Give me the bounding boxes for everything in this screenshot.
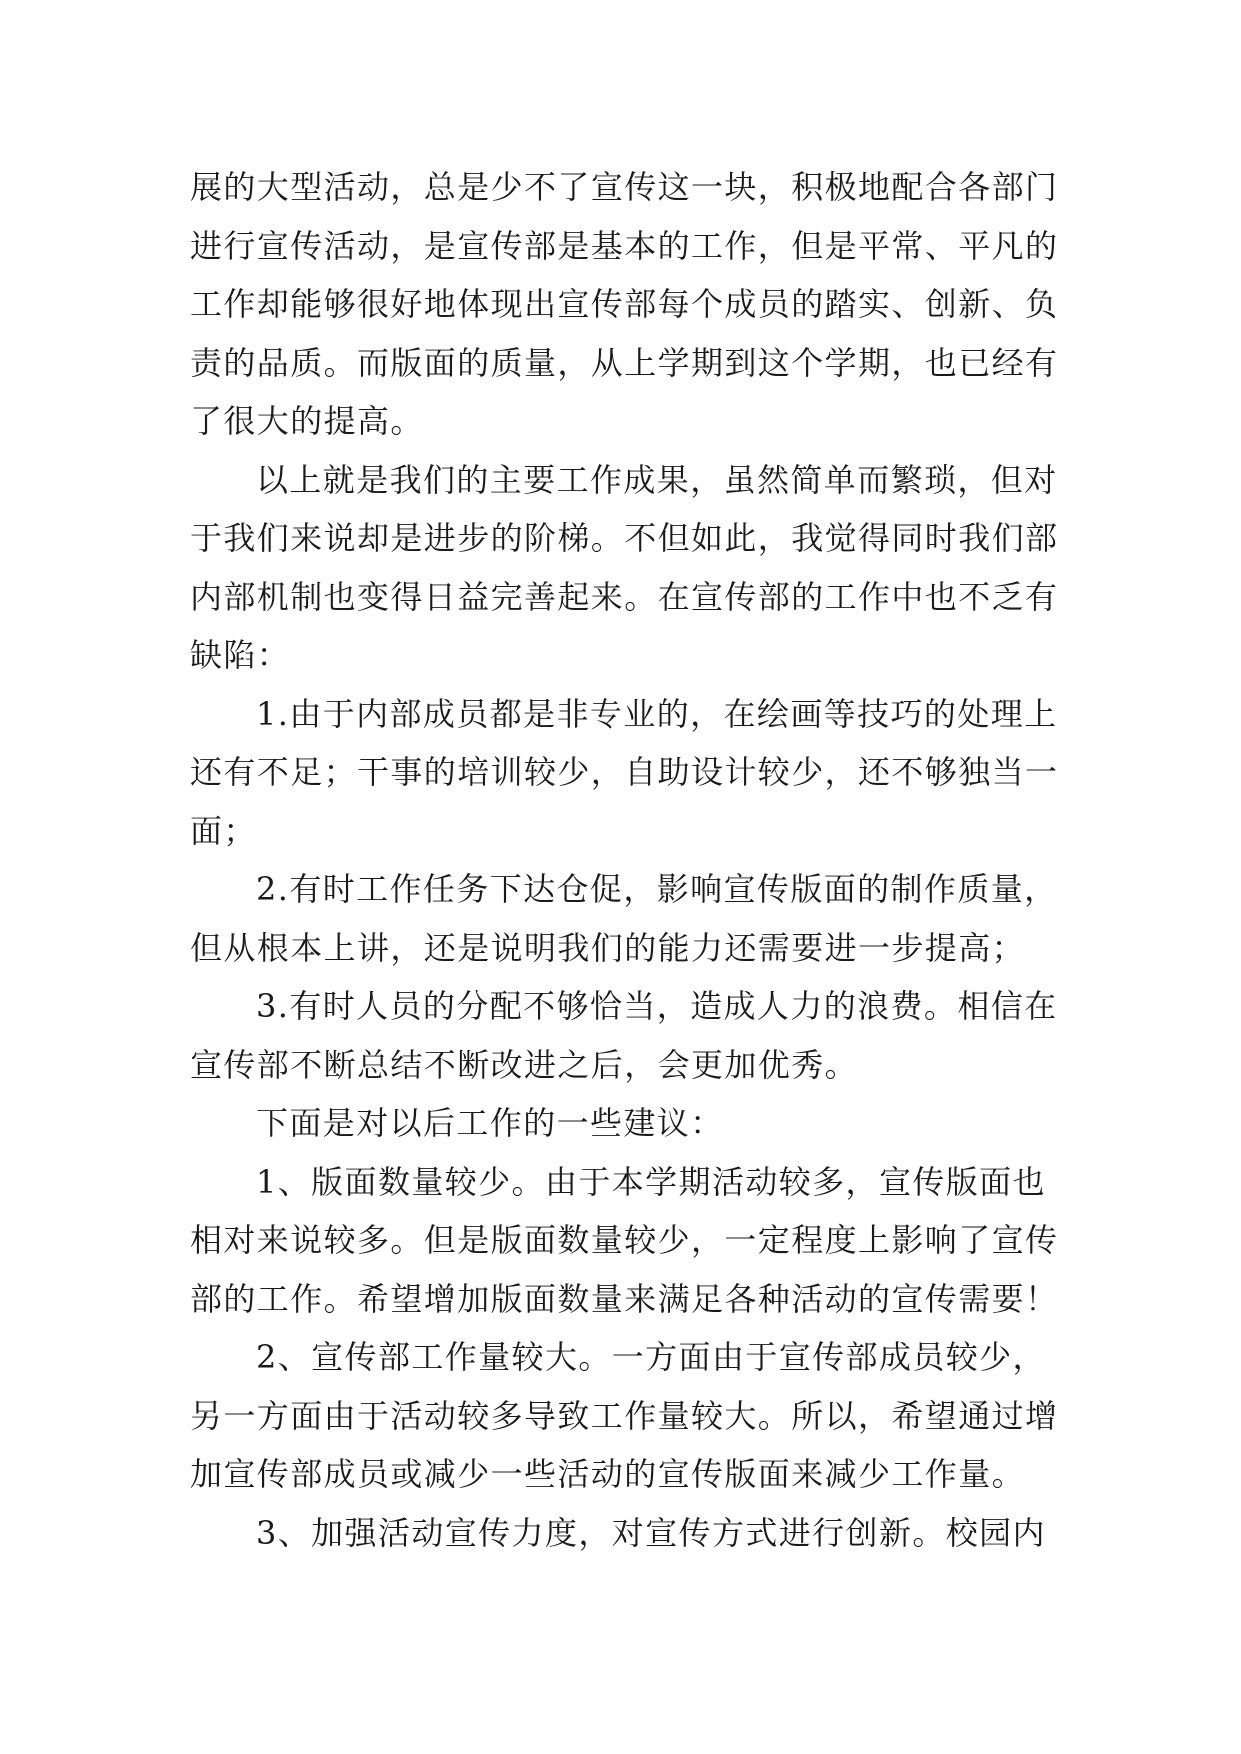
document-body <box>190 158 1060 1562</box>
paragraph-continuation: 展的大型活动，总是少不了宣传这一块，积极地配合各部门进行宣传活动，是宣传部是基本的工作，但是平常、平凡的工作却能够很好地体现出宣传部每个成员的踏实、创新、负责的品质。而版面的质量，从上学期到这个学期，也已经有了很大的提高。 <box>190 168 1059 440</box>
paragraph-shortcoming-2: 2.有时工作任务下达仓促，影响宣传版面的制作质量，但从根本上讲，还是说明我们的能力还需要进一步提高； <box>190 870 1058 967</box>
paragraph-suggestion-2: 2、宣传部工作量较大。一方面由于宣传部成员较少，另一方面由于活动较多导致工作量较大。所以，希望通过增加宣传部成员或减少一些活动的宣传版面来减少工作量。 <box>190 1338 1059 1493</box>
paragraph-shortcoming-1: 1.由于内部成员都是非专业的，在绘画等技巧的处理上还有不足；干事的培训较少，自助设计较少，还不够独当一面； <box>190 694 1059 850</box>
paragraph-suggestion-1: 1、版面数量较少。由于本学期活动较多，宣传版面也相对来说较多。但是版面数量较少，一定程度上影响了宣传部的工作。希望增加版面数量来满足各种活动的宣传需要！ <box>190 1162 1059 1318</box>
paragraph-work-results: 以上就是我们的主要工作成果，虽然简单而繁琐，但对于我们来说却是进步的阶梯。不但如此，我觉得同时我们部内部机制也变得日益完善起来。在宣传部的工作中也不乏有缺陷： <box>190 460 1059 674</box>
paragraph-suggestions-intro: 下面是对以后工作的一些建议： <box>256 1104 724 1142</box>
paragraph-shortcoming-3: 3.有时人员的分配不够恰当，造成人力的浪费。相信在宣传部不断总结不断改进之后，会更加优秀。 <box>190 987 1058 1084</box>
paragraph-suggestion-3: 3、加强活动宣传力度，对宣传方式进行创新。校园内 <box>256 1513 1046 1552</box>
